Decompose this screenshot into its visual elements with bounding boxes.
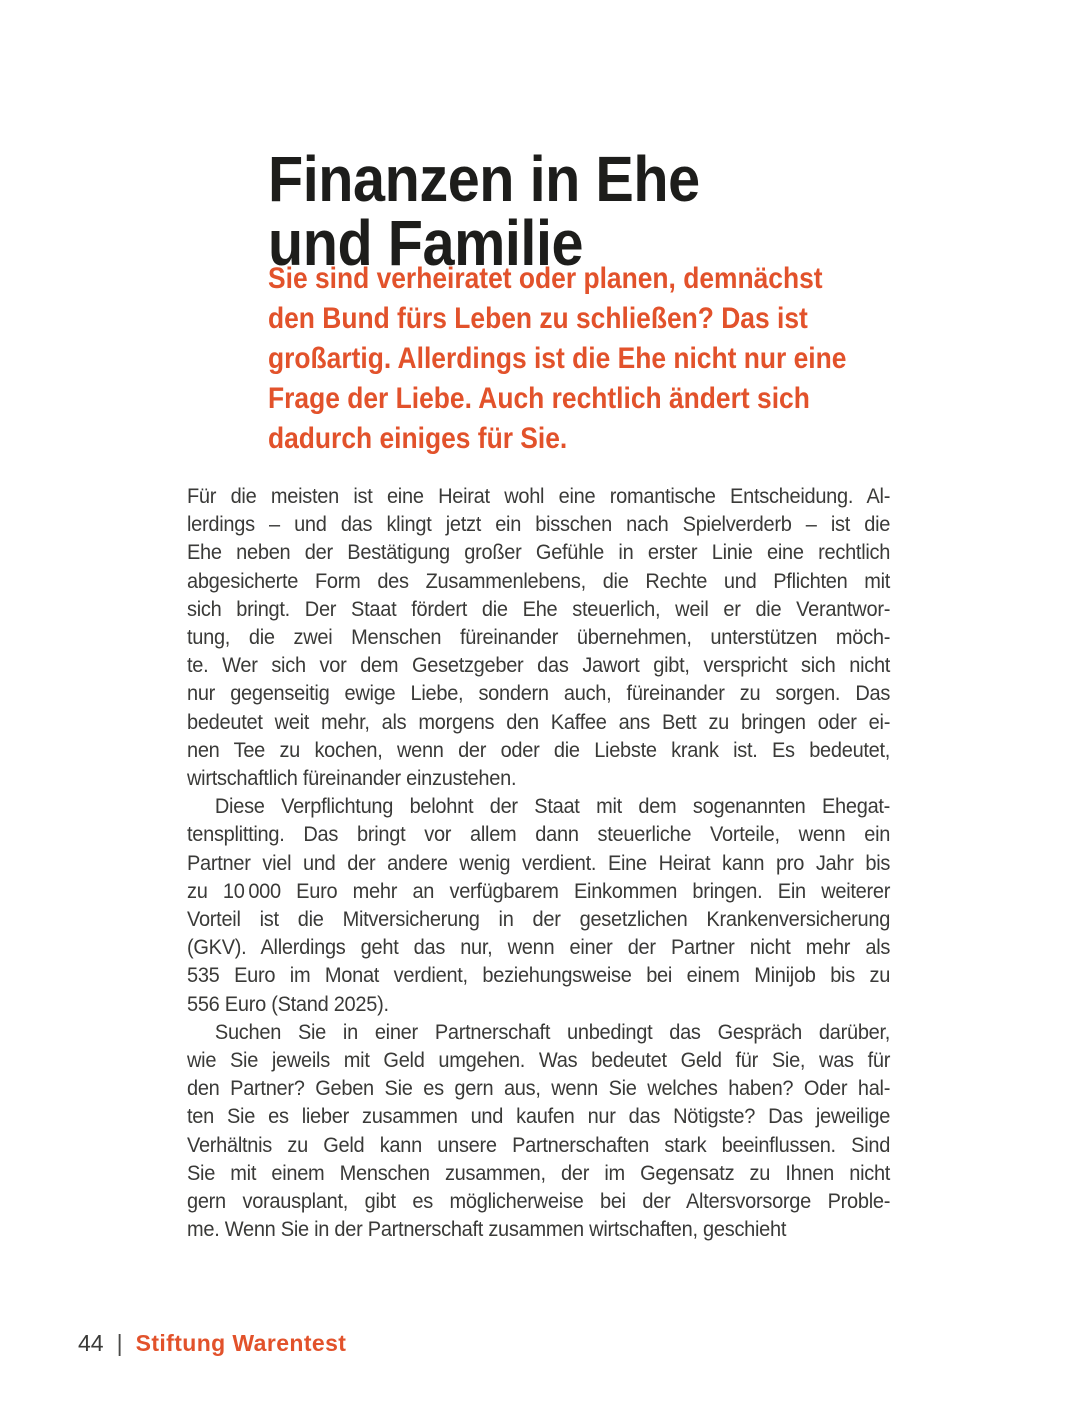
body-line: 556 Euro (Stand 2025). (187, 991, 389, 1016)
body-line: (GKV). Allerdings geht das nur, wenn einer der Partner nicht mehr als (187, 935, 891, 960)
publisher-name: Stiftung Warentest (135, 1330, 347, 1356)
body-line: Für die meisten ist eine Heirat wohl eine romantische Entscheidung. Al- (187, 484, 891, 508)
body-line: nur gegenseitig ewige Liebe, sondern auch, füreinander zu sorgen. Das (187, 681, 891, 706)
footer-divider: | (116, 1330, 123, 1356)
body-line: Sie mit einem Menschen zusammen, der im Gegensatz zu Ihnen nicht (187, 1160, 891, 1185)
intro-line: großartig. Allerdings ist die Ehe nicht nur eine (268, 342, 847, 375)
body-line: den Partner? Geben Sie es gern aus, wenn Sie welches haben? Oder hal- (187, 1076, 891, 1101)
body-line: zu 10 000 Euro mehr an verfügbarem Einkommen bringen. Ein weiterer (187, 878, 891, 903)
body-line: gern vorausplant, gibt es möglicherweise bei der Altersvorsorge Proble- (187, 1189, 891, 1214)
body-line: ten Sie es lieber zusammen und kaufen nur das Nötigste? Das jeweilige (187, 1104, 891, 1129)
intro-standfirst (268, 259, 846, 459)
body-line: sich bringt. Der Staat fördert die Ehe steuerlich, weil er die Verantwor- (187, 596, 891, 621)
page-footer (78, 1330, 346, 1356)
body-text (187, 482, 890, 1243)
body-line: bedeutet weit mehr, als morgens den Kaffee ans Bett zu bringen oder ei- (187, 709, 891, 734)
body-line: 535 Euro im Monat verdient, beziehungsweise bei einem Minijob bis zu (187, 963, 891, 988)
body-line: abgesicherte Form des Zusammenlebens, die Rechte und Pflichten mit (187, 568, 891, 593)
body-line: Verhältnis zu Geld kann unsere Partnerschaften stark beeinflussen. Sind (187, 1132, 891, 1157)
intro-line: dadurch einiges für Sie. (268, 422, 568, 455)
body-line: wie Sie jeweils mit Geld umgehen. Was bedeutet Geld für Sie, was für (187, 1048, 891, 1073)
body-line: Suchen Sie in einer Partnerschaft unbedingt das Gespräch darüber, (214, 1019, 891, 1044)
body-line: nen Tee zu kochen, wenn der oder die Liebste krank ist. Es bedeutet, (187, 737, 891, 762)
page-title-line-2: und Familie (268, 206, 584, 279)
intro-line: Sie sind verheiratet oder planen, demnächst (268, 262, 823, 295)
body-line: Vorteil ist die Mitversicherung in der gesetzlichen Krankenversicherung (187, 907, 891, 932)
page-title (268, 142, 700, 279)
page-number: 44 (78, 1330, 104, 1356)
body-line: tung, die zwei Menschen füreinander übernehmen, unterstützen möch- (187, 625, 891, 650)
body-line: Partner viel und der andere wenig verdient. Eine Heirat kann pro Jahr bis (187, 850, 891, 875)
body-line: me. Wenn Sie in der Partnerschaft zusammen wirtschaften, geschieht (187, 1217, 787, 1242)
intro-line: den Bund fürs Leben zu schließen? Das ist (268, 302, 808, 335)
intro-line: Frage der Liebe. Auch rechtlich ändert sich (268, 382, 810, 415)
body-line: lerdings – und das klingt jetzt ein bisschen nach Spielverderb – ist die (187, 512, 891, 537)
body-line: Diese Verpflichtung belohnt der Staat mit dem sogenannten Ehegat- (214, 794, 891, 819)
body-line: Ehe neben der Bestätigung großer Gefühle in erster Linie eine rechtlich (187, 540, 891, 565)
page-title-line-1: Finanzen in Ehe (268, 142, 700, 215)
body-line: tensplitting. Das bringt vor allem dann steuerliche Vorteile, wenn ein (187, 822, 891, 847)
body-line: te. Wer sich vor dem Gesetzgeber das Jawort gibt, verspricht sich nicht (187, 653, 891, 678)
body-line: wirtschaftlich füreinander einzustehen. (187, 766, 517, 791)
